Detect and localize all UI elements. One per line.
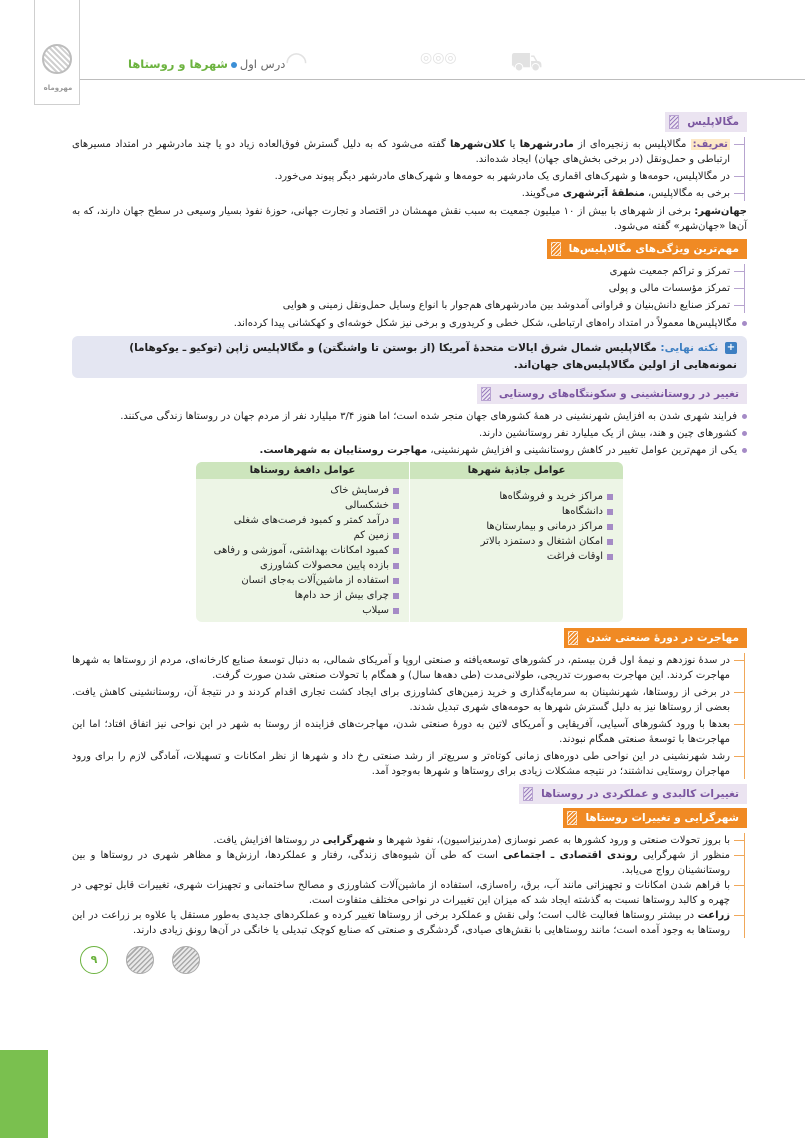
push-factors-column — [196, 479, 410, 622]
text: است که طی آن شیوه‌های زندگی، رفتار و عملکردها، ارزش‌ها و مظاهر شهری در روستاها و بین روستانشینان رواج می‌یابد. — [72, 850, 730, 876]
plus-note-icon: + — [726, 342, 736, 353]
rural-change-bullets — [72, 409, 747, 458]
table-item: دانشگاه‌ها — [416, 504, 613, 519]
industrial-migration-bracket — [72, 653, 745, 779]
paragraph: با فراهم شدن امکانات و تجهیزاتی مانند آب، برق، راه‌سازی، استفاده از ماشین‌آلات کشاورزی و مصالح ساختمانی و تجهیزات شهری، تغییرات قابل توجهی در چهره و کالبد روستاها نسبت به گذشته ایجاد شد که میزان این تغییرات در نواحی مختلف متفاوت است. — [72, 880, 730, 906]
table-item: درآمد کمتر و کمبود فرصت‌های شغلی — [202, 513, 399, 528]
features-bracket — [72, 264, 745, 313]
text: یا — [509, 139, 516, 150]
page-header — [80, 47, 805, 80]
note-label: نکته نهایی: — [660, 342, 719, 354]
keyword: کلان‌شهرها — [450, 139, 506, 150]
topic-label: شهرها و روستاها — [128, 57, 228, 71]
table-item: امکان اشتغال و دستمزد بالاتر — [416, 534, 613, 549]
hatch-icon — [567, 811, 577, 825]
text: در روستاها افزایش یافت. — [213, 835, 320, 846]
text: در بیشتر روستاها فعالیت غالب است؛ ولی نقش و عملکرد برخی از روستاها تغییر کرده و عملکردهای جدیدی به‌طور مستقل یا علاوه بر زراعت در این روستاها به وجود آمده است؛ مانند روستاهایی با نقش‌های صیادی، گردشگری و صنعتی که صنایع کوچک تبدیلی یا خانگی در آن‌ها رونق زیادی دارند. — [72, 910, 730, 936]
text: می‌گویند. — [521, 188, 560, 199]
bullet-text: فرایند شهری شدن به افزایش شهرنشینی در همهٔ کشورهای جهان منجر شده است؛ اما هنوز ۳/۴ میلیارد نفر از مردم جهان در روستاها زندگی می‌کنند. — [72, 409, 747, 424]
balls-doodle-icon: ◎◎◎ — [420, 50, 457, 66]
section-title: تغییرات کالبدی و عملکردی در روستاها — [541, 788, 739, 800]
section-urbanism-header — [563, 808, 747, 828]
table-item: چرای بیش از حد دام‌ها — [202, 588, 399, 603]
urbanism-bracket — [72, 833, 745, 938]
paragraph — [72, 908, 730, 938]
keyword: روندی اقتصادی ـ اجتماعی — [503, 850, 638, 861]
bullet-text: مگالاپلیس‌ها معمولاً در امتداد راه‌های ارتباطی، شکل خطی و کریدوری و برخی نیز شکل خوشه‌ای و کهکشانی پیدا کرده‌اند. — [72, 316, 747, 331]
text: برخی به مگالاپلیس، — [647, 188, 730, 199]
logo-text: مهروماه — [43, 84, 73, 92]
world-city-label: جهان‌شهر: — [694, 206, 748, 217]
table-item: کمبود امکانات بهداشتی، آموزشی و رفاهی — [202, 543, 399, 558]
hatch-icon — [669, 115, 679, 129]
page-content — [72, 112, 747, 974]
table-item: مراکز درمانی و بیمارستان‌ها — [416, 519, 613, 534]
pull-factors-column — [410, 479, 623, 622]
note-text: مگالاپلیس شمال شرق ایالات متحدهٔ آمریکا (از بوستن تا واشنگتن) و مگالاپلیس ژاپن (توکیو ـ یوکوهاما) نمونه‌هایی از اولین مگالاپلیس‌های جهان‌اند. — [129, 342, 737, 371]
migration-factors-table — [196, 462, 623, 622]
section-urbanism-row — [72, 808, 747, 828]
section-title: مهاجرت در دورهٔ صنعتی شدن — [586, 632, 739, 644]
paragraph: رشد شهرنشینی در این نواحی طی دوره‌های زمانی کوتاه‌تر و سریع‌تر از رشد صنعتی رخ داد و شهرها از نظر امکانات و تسهیلات، آمادگی لازم را برای ورود مهاجران روستایی نداشتند؛ در نتیجه مشکلات زیادی برای روستاها و شهرها به‌وجود آمد. — [72, 751, 730, 777]
lesson-label: درس اول — [239, 57, 286, 71]
suburbs-line: در مگالاپلیس، حومه‌ها و شهرک‌های اقماری یک مادرشهر به حومه‌ها و شهرک‌های مادرشهر دیگر پیوند می‌خورد. — [72, 169, 730, 184]
hatch-icon — [523, 787, 533, 801]
butterfly-logo-icon — [42, 44, 72, 74]
text: منظور از شهرگرایی — [642, 850, 730, 861]
section-industrial-migration-header — [564, 628, 747, 648]
text: با بروز تحولات صنعتی و ورود کشورها به عصر نوسازی (مدرنیزاسیون)، نفوذ شهرها و — [377, 835, 730, 846]
hatch-icon — [481, 387, 491, 401]
separator-dot-icon — [231, 62, 237, 68]
hatch-icon — [568, 631, 578, 645]
text: مگالاپلیس به زنجیره‌ای از — [578, 139, 687, 150]
feature-item: تمرکز و تراکم جمعیت شهری — [72, 264, 730, 279]
table-item: فرسایش خاک — [202, 483, 399, 498]
hatched-circle-icon — [126, 946, 154, 974]
feature-item: تمرکز صنایع دانش‌بنیان و فراوانی آمدوشد بین مادرشهرهای هم‌جوار با انواع وسایل حمل‌ونقل زمینی و هوایی — [72, 298, 730, 313]
text: یکی از مهم‌ترین عوامل تغییر در کاهش روستانشینی و افزایش شهرنشینی، — [430, 445, 737, 456]
table-item: خشکسالی — [202, 498, 399, 513]
table-header — [196, 462, 623, 479]
section-industrial-migration-row — [72, 628, 747, 648]
paragraph — [72, 833, 730, 848]
table-item: زمین کم — [202, 528, 399, 543]
section-title: شهرگرایی و تغییرات روستاها — [585, 812, 739, 824]
page-footer — [80, 946, 747, 974]
table-item: اوقات فراغت — [416, 549, 613, 564]
feature-item: تمرکز مؤسسات مالی و پولی — [72, 281, 730, 296]
table-item: استفاده از ماشین‌آلات به‌جای انسان — [202, 573, 399, 588]
section-megalopolis-header — [665, 112, 747, 132]
final-note-box — [72, 336, 747, 378]
bullet-text: کشورهای چین و هند، بیش از یک میلیارد نفر روستانشین دارند. — [72, 426, 747, 441]
paragraph: در سدهٔ نوزدهم و نیمهٔ اول قرن بیستم، در کشورهای توسعه‌یافته و صنعتی اروپا و آمریکای شمالی، به دنبال توسعهٔ صنایع کارخانه‌ای، مردم از روستاها به شهرها مهاجرت کردند. این مهاجرت به‌صورت تدریجی، طولانی‌مدت (طی دهه‌ها سال) و همگام با تحولات صنعتی شدن صورت گرفت. — [72, 655, 730, 681]
keyword: زراعت — [697, 910, 731, 921]
section-megalopolis-row — [72, 112, 747, 132]
header-push-factors: عوامل دافعهٔ روستاها — [196, 462, 410, 479]
table-item: مراکز خرید و فروشگاه‌ها — [416, 489, 613, 504]
table-item: بازده پایین محصولات کشاورزی — [202, 558, 399, 573]
header-pull-factors: عوامل جاذبهٔ شهرها — [467, 465, 566, 476]
hatched-circle-icon — [172, 946, 200, 974]
chapter-breadcrumb — [128, 57, 285, 71]
page-number: ۹ — [80, 946, 108, 974]
section-features-header — [547, 239, 747, 259]
section-physical-change-header — [519, 784, 747, 804]
bullet-text — [72, 443, 747, 458]
definition-line — [72, 137, 730, 167]
section-features-row — [72, 239, 747, 259]
page-edge-strip — [0, 1050, 48, 1138]
section-rural-change-header — [477, 384, 747, 404]
world-city-paragraph — [72, 204, 747, 234]
section-physical-change-row — [72, 784, 747, 804]
keyword: مهاجرت روستاییان به شهرهاست. — [259, 445, 428, 456]
hatch-icon — [551, 242, 561, 256]
seal-doodle-icon: ◠ — [285, 47, 308, 77]
section-title: مگالاپلیس — [687, 116, 739, 128]
definition-label: تعریف: — [692, 139, 728, 150]
migration-factors-table-wrap — [72, 462, 747, 622]
section-rural-change-row — [72, 384, 747, 404]
paragraph: در برخی از روستاها، شهرنشینان به سرمایه‌گذاری و خرید زمین‌های کشاورزی برای ایجاد کشت تجاری اقدام کردند و در نتیجهٔ آن، روستانشینی کاهش یافت. بعضی از روستاها نیز به دلیل گسترش شهرها به حومه‌های شهری تبدیل شدند. — [72, 687, 730, 713]
table-item: سیلاب — [202, 603, 399, 618]
paragraph: بعدها با ورود کشورهای آسیایی، آفریقایی و آمریکای لاتین به دورهٔ صنعتی شدن، مهاجرت‌های فزاینده از روستا به شهر در این نواحی نیز اتفاق افتاد؛ اما این مهاجرت‌ها با توسعهٔ صنعتی همگام نبودند. — [72, 719, 730, 745]
megalopolis-bracket — [72, 137, 745, 201]
section-title: تغییر در روستانشینی و سکونتگاه‌های روستایی — [498, 388, 739, 400]
paragraph — [72, 848, 730, 878]
keyword: شهرگرایی — [322, 835, 375, 846]
keyword: مادرشهرها — [519, 139, 574, 150]
text: گفته می‌شود که به دلیل گسترش فوق‌العاده زیاد دو یا چند مادرشهر در امتداد مسیرهای ارتباطی و حمل‌ونقل (در برخی بخش‌های جهان) ایجاد شده‌اند. — [72, 139, 730, 165]
superurban-line — [72, 186, 730, 201]
world-city-text: برخی از شهرهای با بیش از ۱۰ میلیون جمعیت به سبب نقش مهمشان در اقتصاد و تجارت جهانی، حوزهٔ نفوذ بسیار وسیعی در سطح جهان دارند، که به آن‌ها «جهان‌شهر» گفته می‌شود. — [72, 206, 747, 232]
keyword: منطقهٔ اَبَرشهری — [562, 188, 645, 199]
truck-doodle-icon: ⛟ — [510, 47, 543, 77]
section-title: مهم‌ترین ویژگی‌های مگالاپلیس‌ها — [568, 243, 739, 255]
features-bullet — [72, 316, 747, 331]
